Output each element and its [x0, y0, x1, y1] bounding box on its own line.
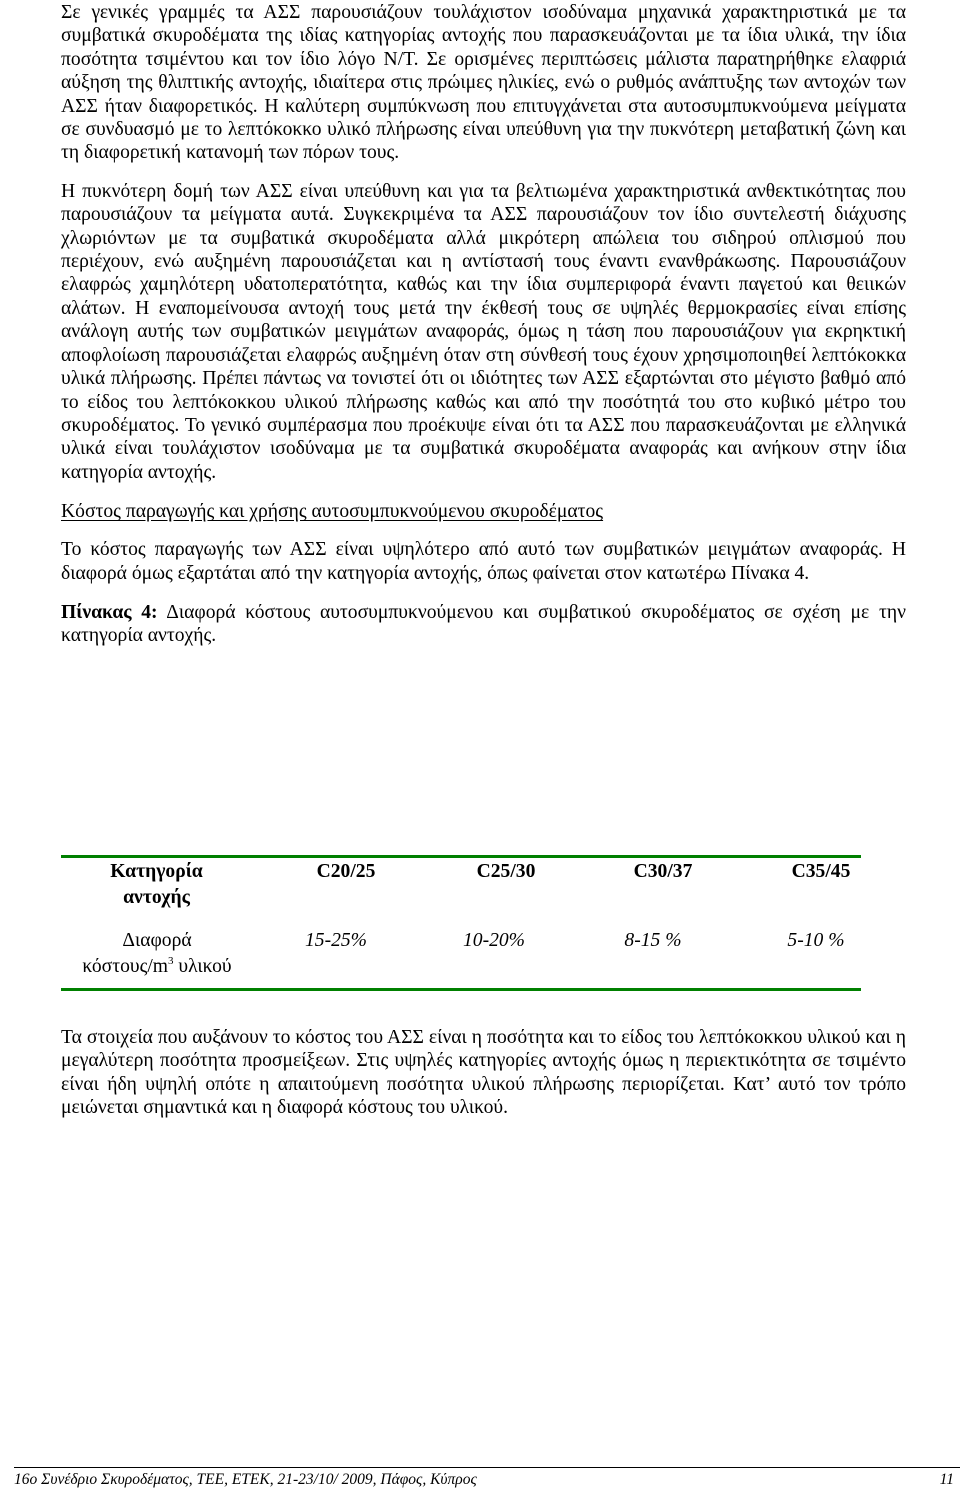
- table-cell-c25-30: 10-20%: [462, 930, 526, 951]
- section-heading-cost: Κόστος παραγωγής και χρήσης αυτοσυμπυκνούμενου σκυροδέματος: [61, 501, 604, 523]
- row-header-strength-line2: αντοχής: [123, 887, 190, 908]
- footer-rule: [14, 1467, 960, 1468]
- table-col-c35-45: C35/45: [791, 861, 851, 882]
- table-cell-c35-45: 5-10 %: [787, 930, 845, 951]
- table-caption: [61, 601, 906, 648]
- paragraph-mechanical-properties: Σε γενικές γραμμές τα ΑΣΣ παρουσιάζουν τουλάχιστον ισοδύναμα μηχανικά χαρακτηριστικά με τα συμβατικά σκυροδέματα της ιδίας κατηγορίας αντοχής που παρασκευάζονται με τα ίδια υλικά, την ίδια ποσότητα τσιμέντου και τον ίδιο λόγο Ν/Τ. Σε ορισμένες περιπτώσεις μάλιστα παρατηρήθηκε ελαφριά αύξηση της θλιπτικής αντοχής, ιδιαίτερα στις πρώιμες ηλικίες, ενώ ο ρυθμός ανάπτυξης των αντοχών των ΑΣΣ ήταν διαφορετικός. Η καλύτερη συμπύκνωση που επιτυγχάνεται στα αυτοσυμπυκνούμενα μείγματα σε συνδυασμό με το λεπτόκοκκο υλικό πλήρωσης είναι υπεύθυνη για την πυκνότερη μεταβατική ζώνη και τη διαφορετική κατανομή των πόρων τους.: [61, 2, 906, 164]
- table-bottom-rule: [61, 988, 861, 991]
- table-col-c20-25: C20/25: [316, 861, 376, 882]
- paragraph-durability: Η πυκνότερη δομή των ΑΣΣ είναι υπεύθυνη και για τα βελτιωμένα χαρακτηριστικά ανθεκτικότητας που παρουσιάζουν τα μείγματα αυτά. Συγκεκριμένα τα ΑΣΣ παρουσιάζουν τον ίδιο συντελεστή διάχυσης χλωριόντων με τα συμβατικά σκυροδέματα αλλά μικρότερη απώλεια του σιδηρού οπλισμού που περιέχουν, ενώ αυξημένη παρουσιάζεται και η αντίστασή τους έναντι ενανθράκωσης. Παρουσιάζουν ελαφρώς χαμηλότερη υδατοπερατότητα, καθώς και την ίδια συμπεριφορά έναντι παγετού και θειικών αλάτων. Η εναπομείνουσα αντοχή τους μετά την έκθεσή τους σε υψηλές θερμοκρασίες είναι επίσης ανάλογη αυτής των συμβατικών μειγμάτων αναφοράς, όμως η τάση που παρουσιάζουν για εκρηκτική αποφλοίωση παρουσιάζεται ελαφρώς αυξημένη όταν στη σύνθεσή τους έχουν χρησιμοποιηθεί λεπτόκοκκα υλικά πλήρωσης. Πρέπει πάντως να τονιστεί ότι οι ιδιότητες των ΑΣΣ εξαρτώνται στο μέγιστο βαθμό από το είδος του λεπτόκοκκου υλικού πλήρωσης καθώς και από την ποσότητά του στο κυβικό μέτρο του σκυροδέματος. Το γενικό συμπέρασμα που προέκυψε είναι ότι τα ΑΣΣ που παρασκευάζονται με ελληνικά υλικά είναι τουλάχιστον ισοδύναμα με τα συμβατικά σκυροδέματα αναφοράς και ανήκουν στην ίδια κατηγορία αντοχής.: [61, 180, 906, 483]
- table-top-rule: [61, 855, 861, 858]
- row-header-cost-sup: 3: [168, 955, 174, 967]
- table-row-header-cost: [71, 928, 243, 980]
- table-cell-c30-37: 8-15 %: [624, 930, 682, 951]
- document-page: [61, 0, 906, 1119]
- table-cell-c20-25: 15-25%: [304, 930, 368, 951]
- table-caption-label: Πίνακας 4:: [61, 601, 158, 623]
- table-row-header-strength: [89, 859, 224, 911]
- footer-conference: 16ο Συνέδριο Σκυροδέματος, ΤΕΕ, ΕΤΕΚ, 21-23/10/ 2009, Πάφος, Κύπρος: [14, 1471, 477, 1488]
- paragraph-cost: Το κόστος παραγωγής των ΑΣΣ είναι υψηλότερο από αυτό των συμβατικών μειγμάτων αναφοράς. Η διαφορά όμως εξαρτάται από την κατηγορία αντοχής, όπως φαίνεται στον κατωτέρω Πίνακα 4.: [61, 539, 906, 584]
- page-number: 11: [939, 1471, 954, 1488]
- row-header-cost-line2a: κόστους/m: [82, 956, 169, 977]
- table-col-c25-30: C25/30: [476, 861, 536, 882]
- table-caption-text: Διαφορά κόστους αυτοσυμπυκνούμενου και συμβατικού σκυροδέματος σε σχέση με την κατηγορία αντοχής.: [61, 601, 906, 647]
- paragraph-cost-factors: Τα στοιχεία που αυξάνουν το κόστος του ΑΣΣ είναι η ποσότητα και το είδος του λεπτόκοκκου υλικού και η μεγαλύτερη ποσότητα προσμείξεων. Στις υψηλές κατηγορίες αντοχής όμως η περιεκτικότητα σε τσιμέντο είναι ήδη υψηλή οπότε η απαιτούμενη ποσότητα υλικού πλήρωσης περιορίζεται. Κατ’ αυτό τον τρόπο μειώνεται σημαντικά και η διαφορά κόστους του υλικού.: [61, 1027, 906, 1119]
- row-header-strength-line1: Κατηγορία: [110, 861, 203, 882]
- row-header-cost-line1: Διαφορά: [122, 930, 192, 951]
- table-col-c30-37: C30/37: [633, 861, 693, 882]
- row-header-cost-line2b: υλικού: [173, 956, 232, 977]
